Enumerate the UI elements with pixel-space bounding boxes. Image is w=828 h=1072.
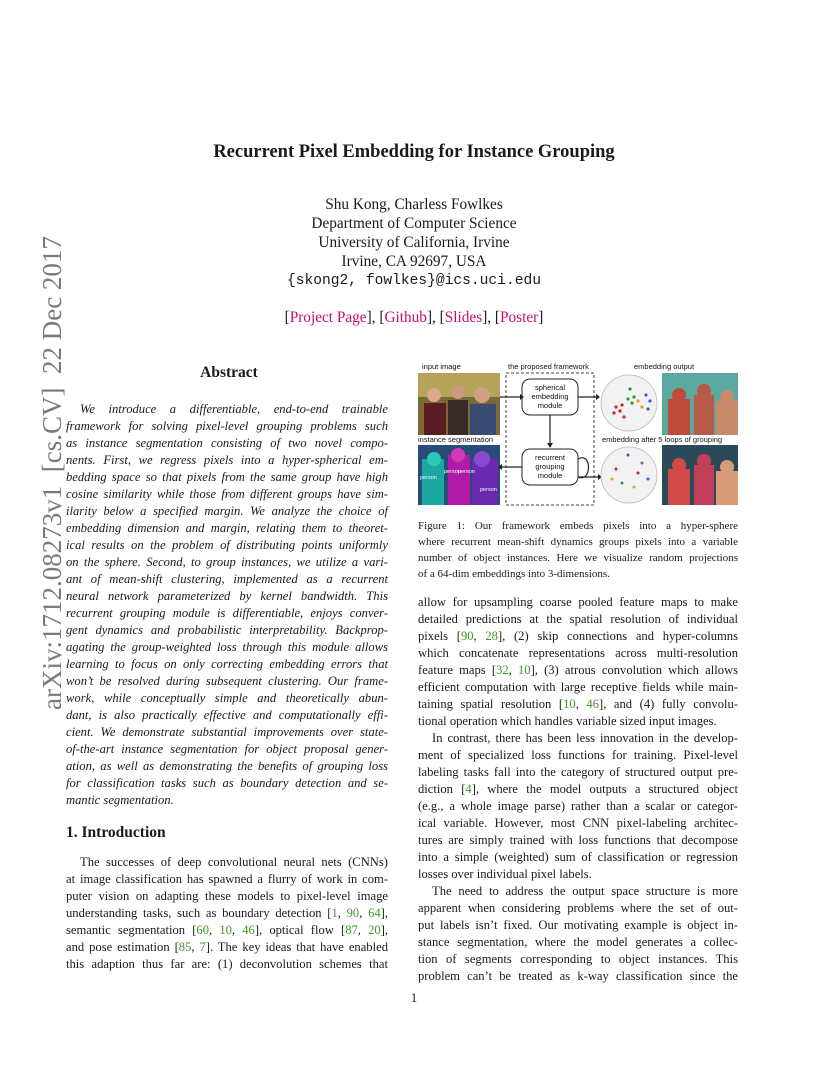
abstract-line: learning to focus on only correcting embedding errors that (66, 657, 388, 671)
body-line: efficient computation with large receptive fields while main- (418, 680, 738, 694)
body-line: (e.g., a whole image parse) rather than a scalar or categor- (418, 799, 738, 813)
citation-link[interactable]: 85 (178, 940, 192, 954)
intro-line: this adaption thus far are: (1) deconvolution schemes that (66, 957, 388, 971)
citation-link[interactable]: 1 (331, 906, 338, 920)
caption-line: number of object instances. Here we visualize random projections (418, 552, 738, 564)
svg-text:grouping: grouping (535, 462, 565, 471)
abstract-line: We introduce a differentiable, end-to-end trainable (80, 402, 388, 416)
abstract-line: mantic segmentation. (66, 793, 174, 807)
abstract-line: gent dynamics and probabilistic interpretability. Backprop- (66, 623, 388, 637)
abstract-line: cient. We demonstrate substantial improvements over state- (66, 725, 388, 739)
embedding-sphere-1 (601, 375, 657, 431)
svg-text:module: module (537, 401, 563, 410)
abstract-heading: Abstract (200, 364, 258, 381)
citation-link[interactable]: 46 (586, 697, 600, 711)
abstract-line: for classification tasks such as boundary detection and se- (66, 776, 388, 790)
email: {skong2, fowlkes}@ics.uci.edu (287, 273, 541, 289)
abstract-line: won’t be resolved during subsequent clustering. Our frame- (66, 674, 388, 688)
fig-label-instance-seg: instance segmentation (418, 435, 494, 444)
arxiv-stamp: arXiv:1712.08273v1 [cs.CV] 22 Dec 2017 (37, 236, 67, 710)
citation-link[interactable]: 20 (368, 923, 381, 937)
embedding-sphere-2 (601, 447, 657, 503)
authors: Shu Kong, Charless Fowlkes (325, 196, 503, 213)
citation-link[interactable]: 90 (346, 906, 360, 920)
citation-link[interactable]: 60 (196, 923, 210, 937)
abstract-line: ation, as well as demonstrating the benefits of grouping loss (66, 759, 388, 773)
body-line: diction [4], where the model outputs a structured object (418, 782, 738, 796)
abstract-line: of-the-art instance segmentation for object proposal gener- (66, 742, 388, 756)
body-line: put labels isn’t fixed. Our motivating example is object in- (418, 918, 738, 932)
body-line: In contrast, there has been less innovation in the develop- (432, 731, 738, 745)
person-tag: person (444, 469, 461, 475)
abstract-line: ant of mean-shift clustering, implemented as a recurrent (66, 572, 388, 586)
abstract-line: framework for solving pixel-level grouping problems such (66, 419, 388, 433)
citation-link[interactable]: 90 (460, 629, 474, 643)
body-line: tures are simply trained with loss functions that decompose (418, 833, 738, 847)
citation-link[interactable]: 32 (496, 663, 509, 677)
intro-line: and pose estimation [85, 7]. The key ideas that have enabled (66, 940, 388, 954)
citation-link[interactable]: 46 (242, 923, 255, 937)
body-line: apparent when considering problems where the set of out- (418, 901, 738, 915)
fig-label-input: input image (422, 362, 461, 371)
body-line: tional operation which handles variable sized input images. (418, 714, 717, 728)
svg-text:module: module (537, 471, 563, 480)
abstract-line: nents. First, we regress pixels into a hyper-spherical em- (66, 453, 388, 467)
citation-link[interactable]: 64 (368, 906, 381, 920)
abstract-line: dant, is also practically effective and computationally effi- (66, 708, 388, 722)
project-page-link[interactable]: Project Page (289, 309, 367, 326)
body-line: ment of specialized loss functions for training. Pixel-level (418, 748, 738, 762)
svg-text:recurrent: recurrent (534, 453, 566, 462)
body-line: taining spatial resolution [10, 46], and (4) fully convolu- (418, 697, 739, 711)
recurrent-loop-arrow (578, 458, 589, 478)
body-line: ical variable. However, most CNN pixel-labeling architec- (418, 816, 738, 830)
body-line: pixels [90, 28], (2) skip connections and hyper-columns (418, 629, 738, 643)
abstract-line: recurrent grouping module is differentiable, enjoys conver- (66, 606, 388, 620)
body-line: feature maps [32, 10], (3) atrous convolution which allows (418, 663, 738, 677)
arrow-head (596, 394, 600, 400)
resource-links: [Project Page], [Github], [Slides], [Poster] (284, 309, 544, 326)
person-tag: person (480, 487, 497, 493)
body-line: detailed predictions at the spatial resolution of individual (418, 612, 738, 626)
body-line: into a simple (weighted) sum of classification or regression (418, 850, 738, 864)
body-line: allow for upsampling coarse pooled feature maps to make (418, 595, 738, 609)
input-photo (418, 373, 500, 435)
page-number: 1 (410, 990, 418, 1005)
figure-1 (416, 359, 740, 509)
person-tag: person (420, 475, 437, 481)
abstract-line: on the sphere. Second, to group instances, we utilize a vari- (66, 555, 388, 569)
citation-link[interactable]: 28 (485, 629, 498, 643)
instance-seg-photo (418, 445, 500, 505)
affiliation-univ: University of California, Irvine (318, 234, 510, 251)
body-line: tion of segments corresponding to object instances. This (418, 952, 738, 966)
abstract-line: cosine similarity while those from different groups have sim- (66, 487, 388, 501)
affiliation-address: Irvine, CA 92697, USA (341, 253, 487, 270)
body-line: losses over individual pixel labels. (418, 867, 592, 881)
intro-line: at image classification has spawned a flurry of work in com- (66, 872, 388, 886)
person-tag: person (458, 469, 475, 475)
caption-line: of a 64-dim embeddings into 3-dimensions. (418, 568, 610, 580)
abstract-line: neural network parameterized by kernel bandwidth. This (66, 589, 388, 603)
intro-line: puter vision on adapting these models to pixel-level image (66, 889, 388, 903)
abstract-line: ilarity below a specified margin. We analyze the choice of (66, 504, 388, 518)
citation-link[interactable]: 7 (199, 940, 206, 954)
citation-link[interactable]: 10 (563, 697, 576, 711)
embedding-output-2 (662, 445, 738, 505)
intro-line: The successes of deep convolutional neural nets (CNNs) (80, 855, 388, 869)
body-line: labeling tasks fall into the category of structured output pre- (418, 765, 738, 779)
fig-label-framework: the proposed framework (508, 362, 589, 371)
fig-label-embedding-loops: embedding after 5 loops of grouping (602, 435, 723, 444)
body-line: which concatenate representations across multi-resolution (418, 646, 738, 660)
caption-line: Figure 1: Our framework embeds pixels into a hyper-sphere (418, 520, 738, 532)
body-line: stance segmentation, where the model generates a collec- (418, 935, 738, 949)
abstract-line: bedding space so that pixels from the same group have high (66, 470, 388, 484)
slides-link[interactable]: Slides (444, 309, 483, 326)
citation-link[interactable]: 10 (517, 663, 531, 677)
poster-link[interactable]: Poster (500, 309, 539, 326)
embedding-output-1 (662, 373, 738, 435)
body-line: The need to address the output space structure is more (432, 884, 738, 898)
abstract-line: agating the group-weighted loss through this module allows (66, 640, 388, 654)
abstract-line: work, while conceptually simple and theoretically abun- (66, 691, 388, 705)
citation-link[interactable]: 10 (219, 923, 232, 937)
caption-line: where recurrent mean-shift dynamics groups pixels into a variable (418, 536, 738, 548)
fig-label-embedding-output: embedding output (634, 362, 695, 371)
svg-text:spherical: spherical (534, 383, 566, 392)
abstract-line: embedding dimension and margin, relating them to theoret- (66, 521, 388, 535)
paper-title: Recurrent Pixel Embedding for Instance Grouping (213, 142, 615, 162)
github-link[interactable]: Github (384, 309, 427, 326)
svg-text:embedding: embedding (531, 392, 569, 401)
citation-link[interactable]: 4 (465, 782, 472, 796)
body-line: problem can’t be treated as k-way classification since the (418, 969, 738, 983)
abstract-line: as instance segmentation consisting of two novel compo- (66, 436, 388, 450)
affiliation-dept: Department of Computer Science (311, 215, 517, 232)
intro-line: semantic segmentation [60, 10, 46], optical flow [87, 20], (66, 923, 389, 937)
intro-line: understanding tasks, such as boundary detection [1, 90, 64], (66, 906, 388, 920)
arrow-head (547, 443, 553, 448)
citation-link[interactable]: 87 (345, 923, 358, 937)
intro-heading: 1. Introduction (66, 824, 166, 841)
abstract-line: ical results on the problem of distributing points uniformly (66, 538, 388, 552)
